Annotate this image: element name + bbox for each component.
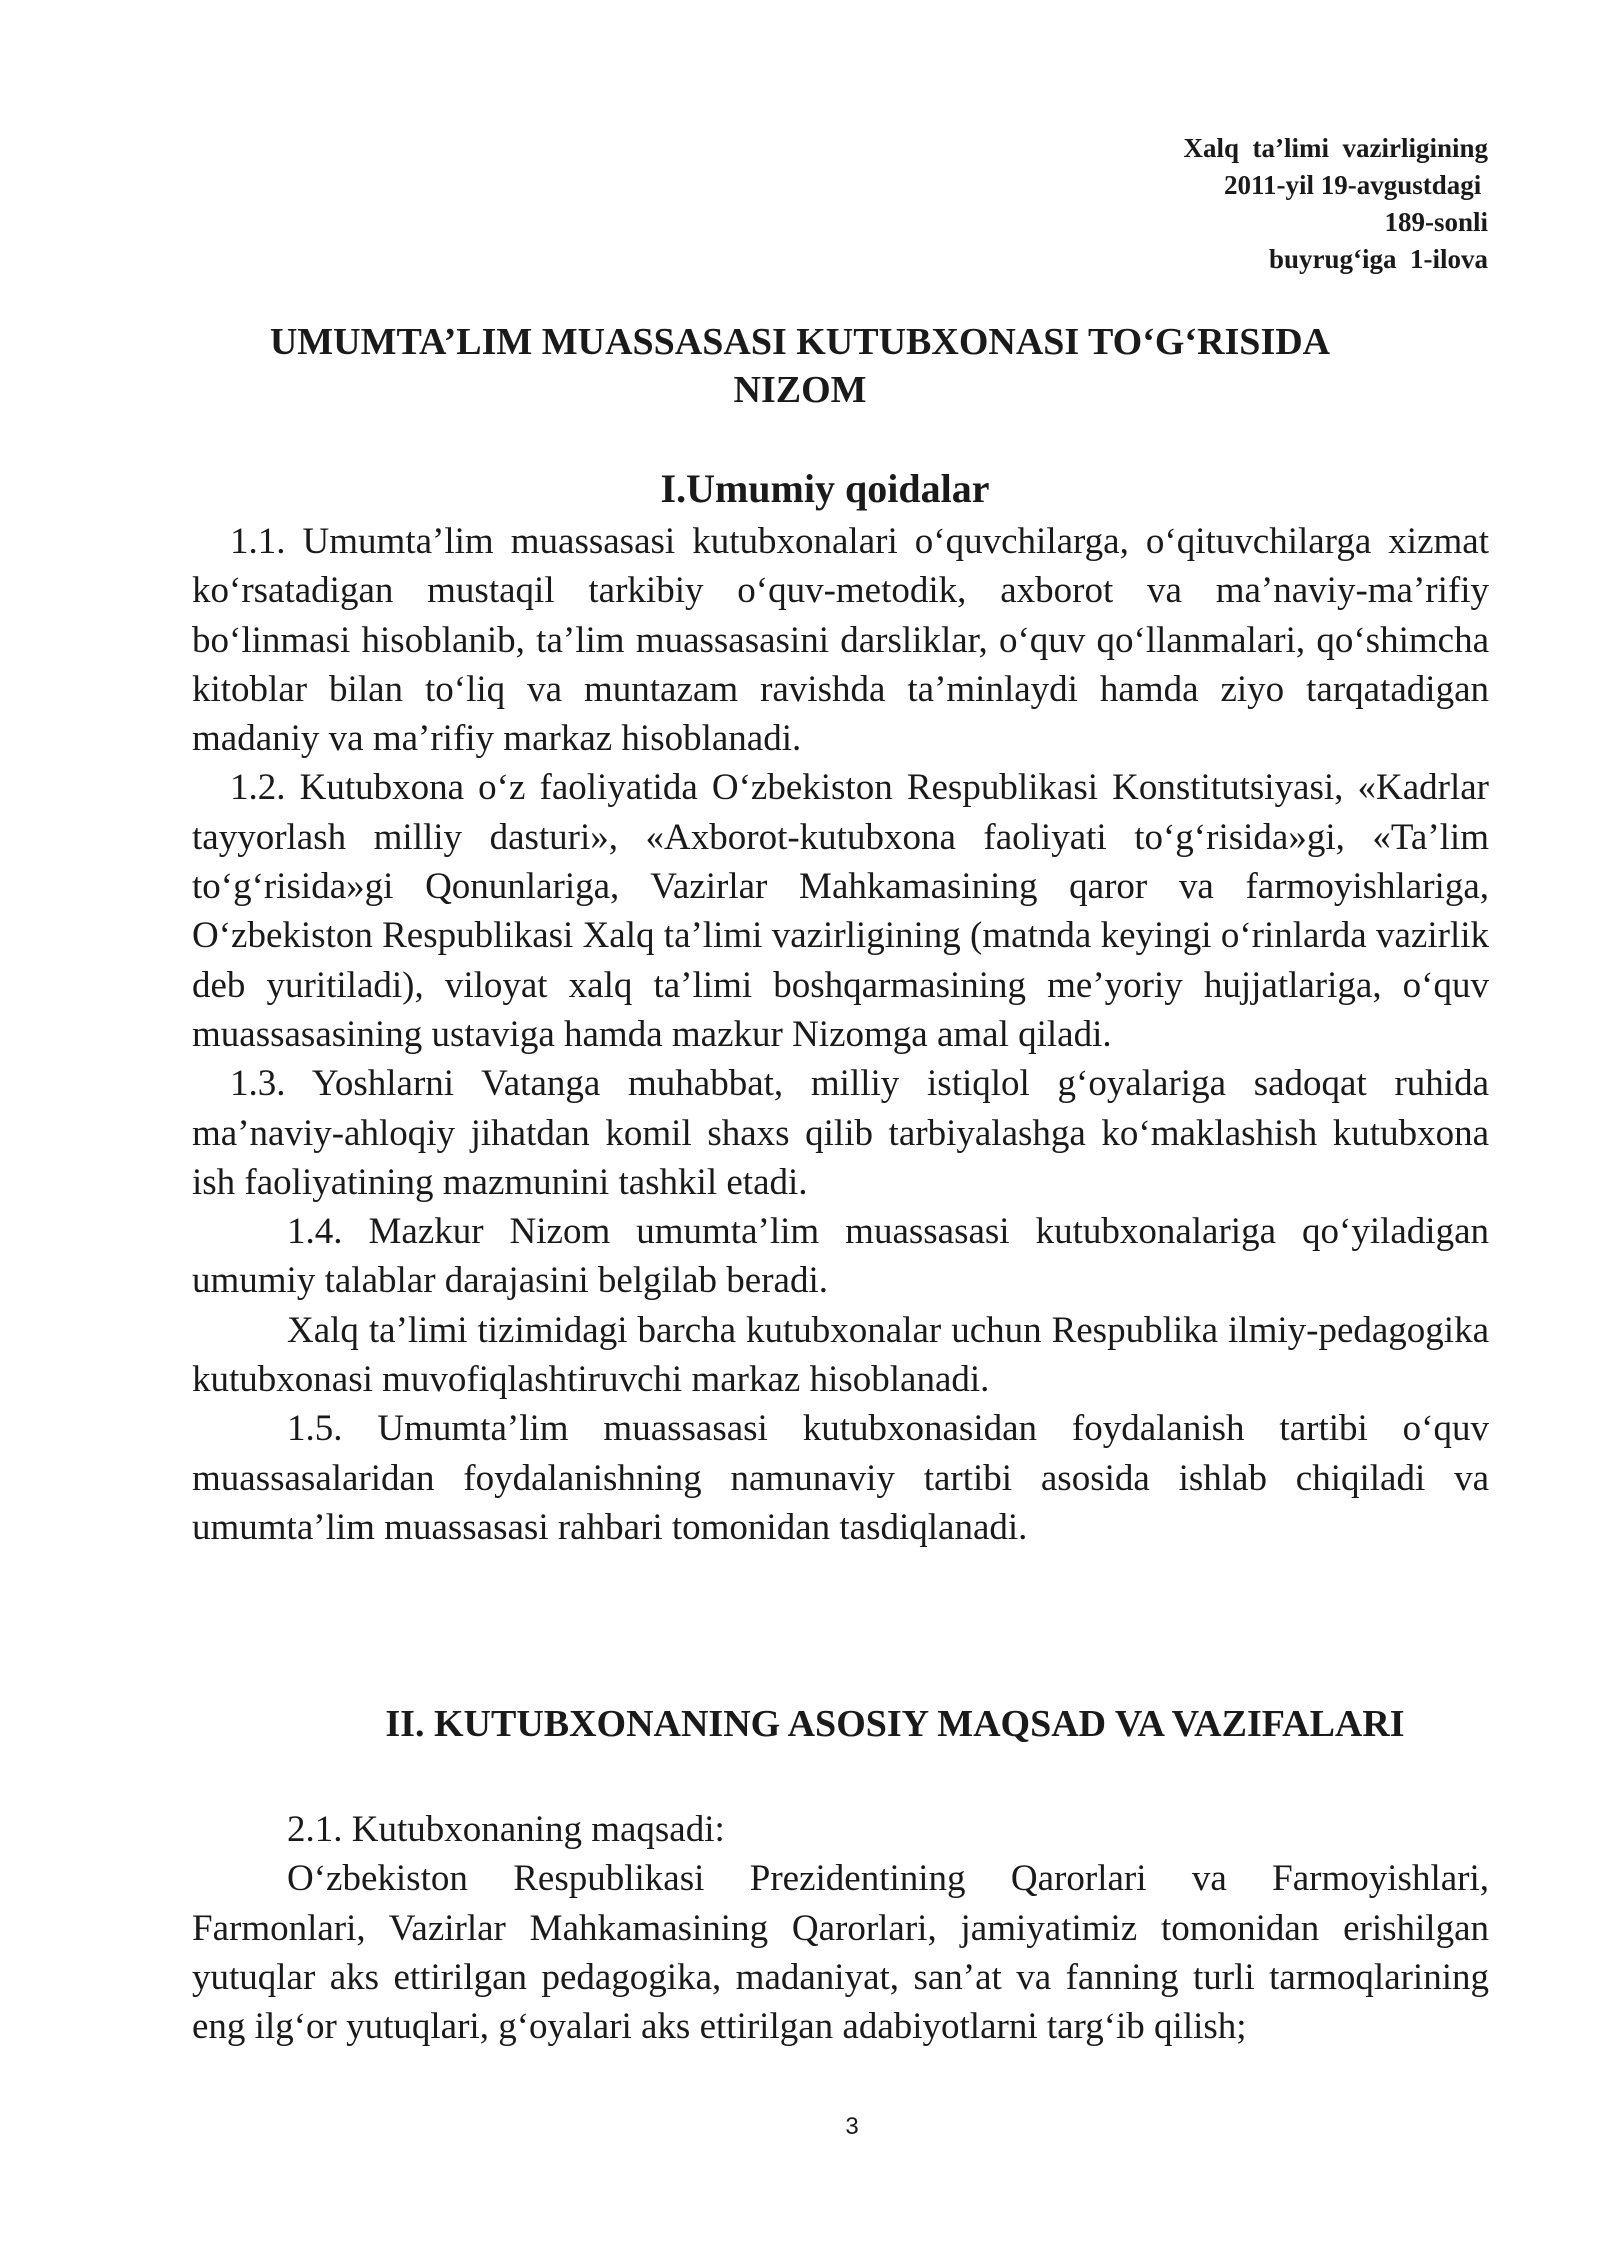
section-heading-goals-and-tasks: II. KUTUBXONANING ASOSIY MAQSAD VA VAZIFALARI [385, 1703, 1405, 1745]
document-title-line2: NIZOM [733, 369, 867, 411]
page-number: 3 [845, 2113, 859, 2140]
paragraph-1-4-note: Xalq ta’limi tizimidagi barcha kutubxonalar uchun Respublika ilmiy-pedagogika kutubxonasi muvofiqlashtiruvchi markaz hisoblanadi. [192, 1309, 1489, 1401]
appendix-line-date: 2011-yil 19-avgustdagi [1223, 170, 1488, 200]
document-title-line1: UMUMTA’LIM MUASSASASI KUTUBXONASI TO‘G‘RISIDA [269, 321, 1331, 363]
paragraph-1-4: 1.4. Mazkur Nizom umumta’lim muassasasi kutubxonalariga qo‘yiladigan umumiy talablar darajasini belgilab beradi. [192, 1211, 1489, 1302]
paragraph-1-1: 1.1. Umumta’lim muassasasi kutubxonalari o‘quvchilarga, o‘qituvchilarga xizmat ko‘rsatadigan mustaqil tarkibiy o‘quv-metodik, axborot va ma’naviy-ma’rifiy bo‘linmasi hisoblanib, ta’lim muassasasini darsliklar, o‘quv qo‘llanmalari, qo‘shimcha kitoblar bilan to‘liq va muntazam ravishda ta’minlaydi hamda ziyo tarqatadigan madaniy va ma’rifiy markaz hisoblanadi. [192, 521, 1489, 760]
paragraph-2-1-text: O‘zbekiston Respublikasi Prezidentining Qarorlari va Farmoyishlari, Farmonlari, Vazirlar Mahkamasining Qarorlari, jamiyatimiz tomonidan erishilgan yutuqlar aks ettirilgan pedagogika, madaniyat, san’at va fanning turli tarmoqlarining eng ilg‘or yutuqlari, g‘oyalari aks ettirilgan adabiyotlarni targ‘ib qilish; [192, 1858, 1489, 2048]
paragraph-1-2: 1.2. Kutubxona o‘z faoliyatida O‘zbekiston Respublikasi Konstitutsiyasi, «Kadrlar tayyorlash milliy dasturi», «Axborot-kutubxona faoliyati to‘g‘risida»gi, «Ta’lim to‘g‘risida»gi Qonunlariga, Vazirlar Mahkamasining qaror va farmoyishlariga, O‘zbekiston Respublikasi Xalq ta’limi vazirligining (matnda keyingi o‘rinlarda vazirlik deb yuritiladi), viloyat xalq ta’limi boshqarmasining me’yoriy hujjatlariga, o‘quv muassasasining ustaviga hamda mazkur Nizomga amal qiladi. [192, 767, 1489, 1055]
paragraph-1-3: 1.3. Yoshlarni Vatanga muhabbat, milliy istiqlol g‘oyalariga sadoqat ruhida ma’naviy-ahloqiy jihatdan komil shaxs qilib tarbiyalashga ko‘maklashish kutubxona ish faoliyatining mazmunini tashkil etadi. [192, 1063, 1489, 1203]
appendix-reference [1183, 130, 1488, 278]
section-general-rules-body [192, 517, 1489, 1552]
section-goals-body [192, 1805, 1489, 2051]
section-heading-general-rules: I.Umumiy qoidalar [660, 466, 990, 511]
document-title [0, 318, 1600, 414]
paragraph-1-5: 1.5. Umumta’lim muassasasi kutubxonasidan foydalanish tartibi o‘quv muassasalaridan foydalanishning namunaviy tartibi asosida ishlab chiqiladi va umumta’lim muassasasi rahbari tomonidan tasdiqlanadi. [192, 1408, 1489, 1548]
appendix-line-ministry: Xalq ta’limi vazirligining [1183, 133, 1488, 163]
paragraph-2-1: 2.1. Kutubxonaning maqsadi: [287, 1809, 725, 1850]
appendix-line-order: buyrug‘iga 1-ilova [1268, 244, 1488, 274]
appendix-line-number: 189-sonli [1384, 207, 1488, 237]
